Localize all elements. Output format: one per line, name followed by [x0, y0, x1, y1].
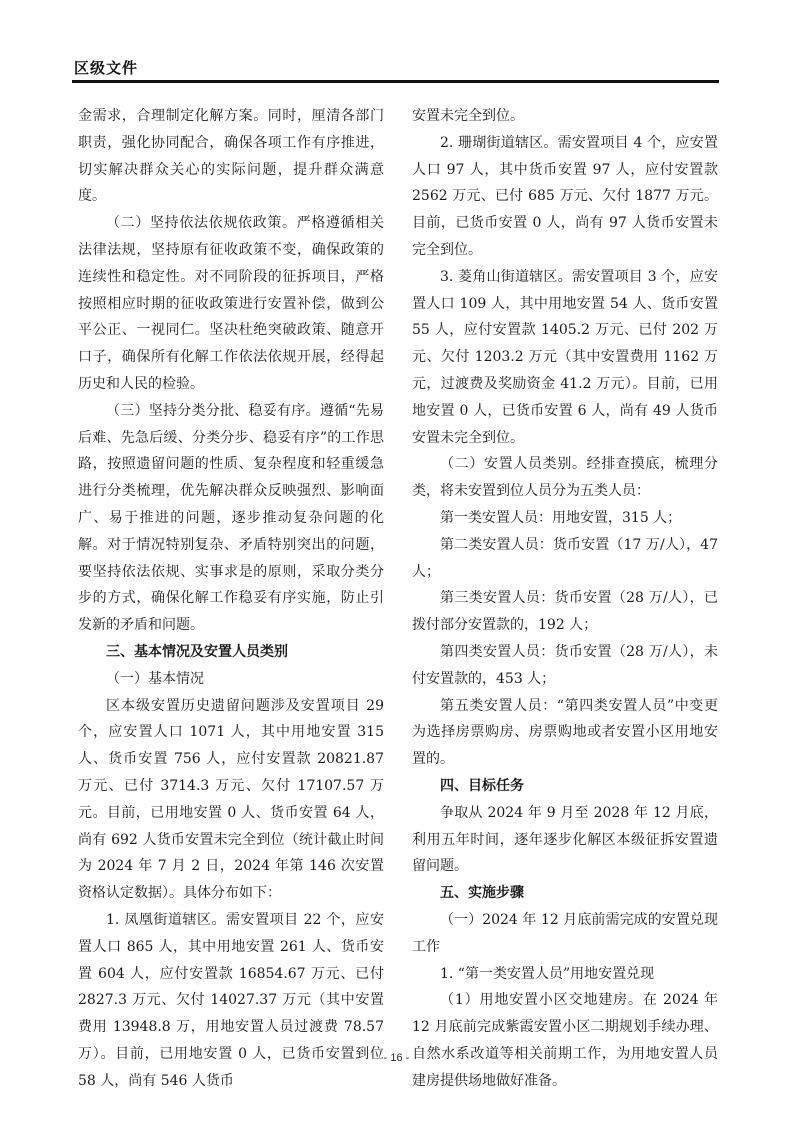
subsection-heading: （一）基本情况	[106, 670, 204, 687]
section-heading: 五、实施步骤	[440, 885, 524, 902]
list-item: 第一类安置人员：用地安置，315 人；	[440, 509, 682, 526]
paragraph: （二）安置人员类别。经排查摸底，梳理分类，将未安置到位人员分为五类人员：	[412, 456, 718, 500]
right-column	[412, 103, 718, 1094]
paragraph: 区本级安置历史遗留问题涉及安置项目 29 个，应安置人口 1071 人，其中用地安置 315 人、货币安置 756 人，应付安置款 20821.87 万元、已付 3714.3 万元、欠付 17107.57 万元。目前，已用地安置 0 人、货币安置 64 人，尚有 692 人货币安置未完全到位（统计截止时间为 2024 年 7 月 2 日，2024 年第 146 次安置资格认定数据）。具体分布如下：	[78, 697, 384, 902]
header-divider	[72, 80, 719, 83]
subsection-heading: （一）2024 年 12 月底前需完成的安置兑现工作	[412, 911, 718, 955]
paragraph: 安置未完全到位。	[412, 108, 524, 124]
list-item: 第四类安置人员：货币安置（28 万/人），未付安置款的，453 人；	[412, 643, 718, 687]
list-item: 第五类安置人员：“第四类安置人员”中变更为选择房票购房、房票购地或者安置小区用地安置的。	[412, 697, 718, 768]
paragraph: （三）坚持分类分批、稳妥有序。遵循“先易后难、先急后缓、分类分步、稳妥有序”的工作思路，按照遗留问题的性质、复杂程度和轻重缓急进行分类梳理，优先解决群众反映强烈、影响面广、易于推进的问题，逐步推动复杂问题的化解。对于情况特别复杂、矛盾特别突出的问题，要坚持依法依规、实事求是的原则，采取分类分步的方式，确保化解工作稳妥有序实施，防止引发新的矛盾和问题。	[78, 402, 384, 634]
paragraph: 金需求，合理制定化解方案。同时，厘清各部门职责，强化协同配合，确保各项工作有序推进，切实解决群众关心的实际问题，提升群众满意度。	[78, 108, 384, 205]
paragraph: 2. 珊瑚街道辖区。需安置项目 4 个，应安置人口 97 人，其中货币安置 97 人，应付安置款 2562 万元、已付 685 万元、欠付 1877 万元。目前，已货币安置 0 人，尚有 97 人货币安置未完全到位。	[412, 134, 718, 258]
paragraph: （二）坚持依法依规依政策。严格遵循相关法律法规，坚持原有征收政策不变，确保政策的连续性和稳定性。对不同阶段的征拆项目，严格按照相应时期的征收政策进行安置补偿，做到公平公正、一视同仁。坚决杜绝突破政策、随意开口子，确保所有化解工作依法依规开展，经得起历史和人民的检验。	[78, 215, 384, 392]
paragraph: 争取从 2024 年 9 月至 2028 年 12 月底，利用五年时间，逐年逐步化解区本级征拆安置遗留问题。	[412, 804, 718, 875]
list-item: 第三类安置人员：货币安置（28 万/人），已拨付部分安置款的，192 人；	[412, 590, 718, 634]
paragraph: 3. 菱角山街道辖区。需安置项目 3 个，应安置人口 109 人，其中用地安置 54 人、货币安置 55 人，应付安置款 1405.2 万元、已付 202 万元、欠付 1203.2 万元（其中安置费用 1162 万元，过渡费及奖励资金 41.2 万元）。目前，已用地安置 0 人，已货币安置 6 人，尚有 49 人货币安置未完全到位。	[412, 268, 718, 446]
section-heading: 四、目标任务	[440, 777, 524, 794]
left-column	[78, 103, 384, 1094]
document-header-title: 区级文件	[74, 59, 139, 77]
section-heading: 三、基本情况及安置人员类别	[106, 643, 288, 660]
page-number: - 16 -	[383, 1052, 410, 1064]
subsection-heading: 1. “第一类安置人员”用地安置兑现	[440, 965, 655, 982]
paragraph: 1. 凤凰街道辖区。需安置项目 22 个，应安置人口 865 人，其中用地安置 261 人、货币安置 604 人，应付安置款 16854.67 万元、已付 2827.3 万元、欠付 14027.37 万元（其中安置费用 13948.8 万，用地安置人员过渡费 78.57 万）。目前，已用地安置 0 人，已货币安置到位 58 人，尚有 546 人货币	[78, 911, 384, 1089]
list-item: 第二类安置人员：货币安置（17 万/人），47 人；	[412, 536, 718, 580]
paragraph: （1）用地安置小区交地建房。在 2024 年 12 月底前完成紫霞安置小区二期规划手续办理、自然水系改道等相关前期工作，为用地安置人员建房提供场地做好准备。	[412, 992, 718, 1089]
